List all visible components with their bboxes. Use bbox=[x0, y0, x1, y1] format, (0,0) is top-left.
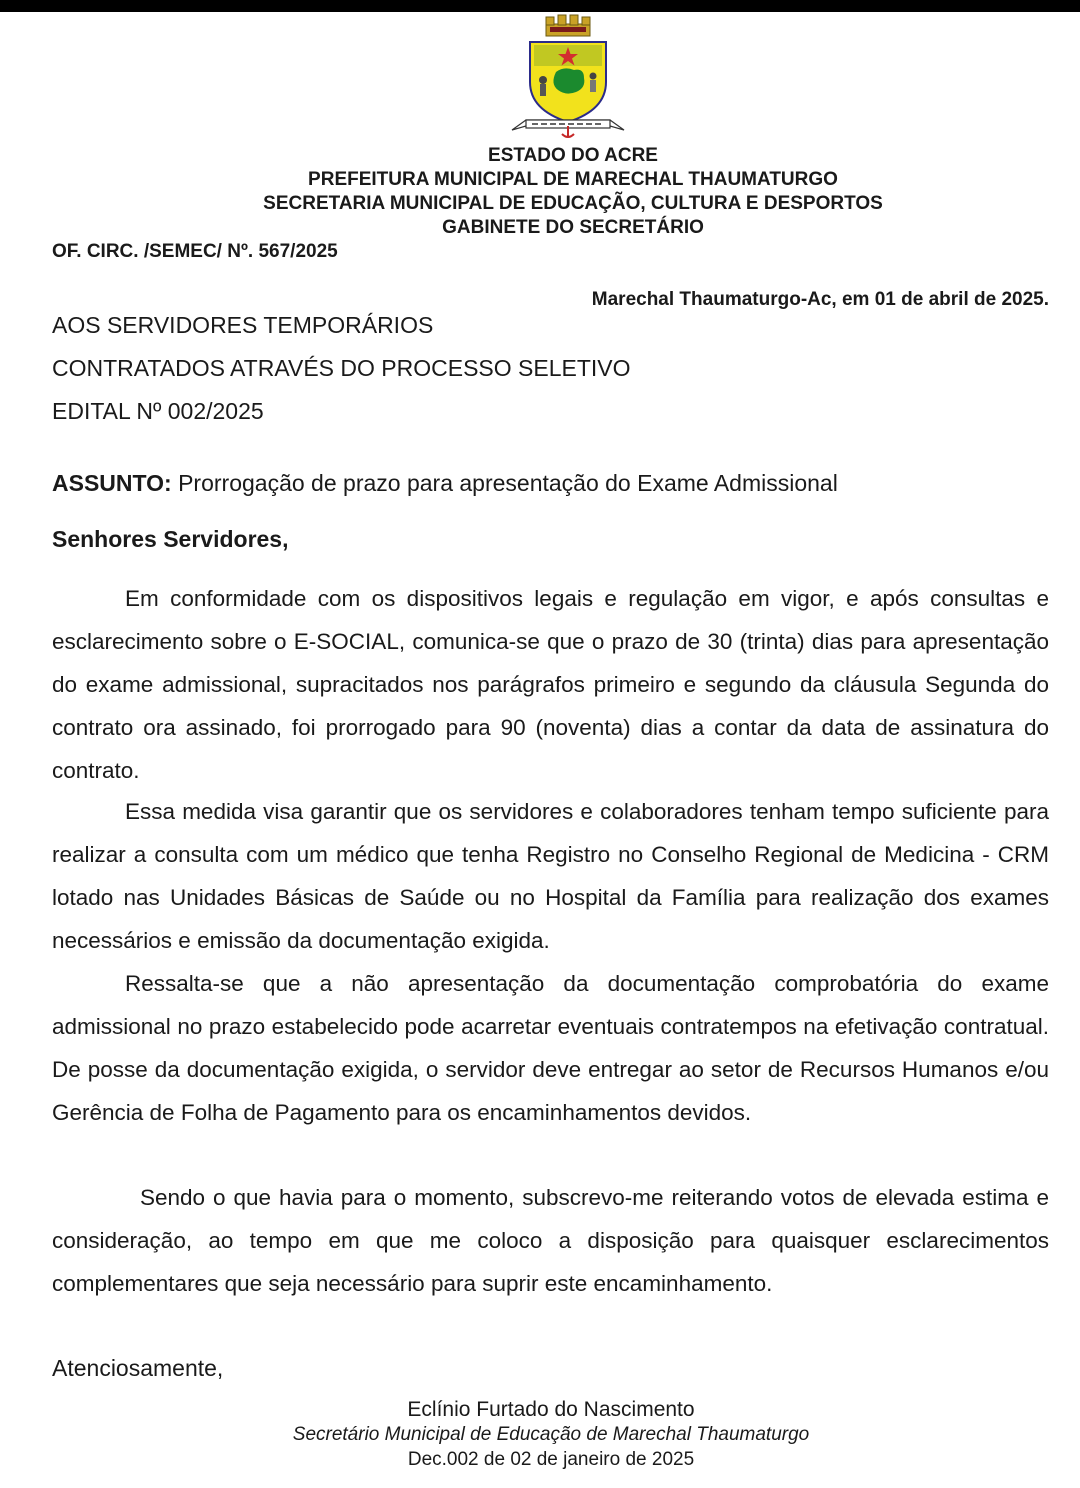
signature-name: Eclínio Furtado do Nascimento bbox=[407, 1398, 695, 1421]
body-paragraph-3: Ressalta-se que a não apresentação da documentação comprobatória do exame admissional no prazo estabelecido pode acarretar eventuais contratempos na efetivação contratual. De posse da documentação exigida, o servidor deve entregar ao setor de Recursos Humanos e/ou Gerência de Folha de Pagamento para os encaminhamentos devidos. bbox=[52, 971, 1049, 1125]
closing: Atenciosamente, bbox=[52, 1355, 224, 1381]
subject-label: ASSUNTO: bbox=[52, 470, 172, 496]
recipient-line-2: CONTRATADOS ATRAVÉS DO PROCESSO SELETIVO bbox=[52, 355, 631, 381]
document-reference: OF. CIRC. /SEMEC/ Nº. 567/2025 bbox=[52, 241, 338, 262]
signature-decree: Dec.002 de 02 de janeiro de 2025 bbox=[407, 1449, 695, 1470]
body-paragraph-2: Essa medida visa garantir que os servidores e colaboradores tenham tempo suficiente para realizar a consulta com um médico que tenha Registro no Conselho Regional de Medicina - CRM lotado nas Unidades Básicas de Saúde ou no Hospital da Família para realização dos exames necessários e emissão da documentação exigida. bbox=[52, 799, 1049, 953]
body-paragraph-4: Sendo o que havia para o momento, subscrevo-me reiterando votos de elevada estima e consideração, ao tempo em que me coloco a disposição para quaisquer esclarecimentos complementares que seja necessário para suprir este encaminhamento. bbox=[52, 1185, 1049, 1296]
subject-line bbox=[52, 462, 838, 505]
header-office: GABINETE DO SECRETÁRIO bbox=[442, 217, 704, 238]
recipient-line-1: AOS SERVIDORES TEMPORÁRIOS bbox=[52, 312, 434, 338]
salutation: Senhores Servidores, bbox=[52, 526, 289, 552]
header-secretariat: SECRETARIA MUNICIPAL DE EDUCAÇÃO, CULTURA E DESPORTOS bbox=[263, 193, 883, 214]
recipient-line-3: EDITAL Nº 002/2025 bbox=[52, 398, 264, 424]
header-state: ESTADO DO ACRE bbox=[488, 145, 658, 166]
body-paragraph-1: Em conformidade com os dispositivos legais e regulação em vigor, e após consultas e esclarecimento sobre o E-SOCIAL, comunica-se que o prazo de 30 (trinta) dias para apresentação do exame admissional, supracitados nos parágrafos primeiro e segundo da cláusula Segunda do contrato ora assinado, foi prorrogado para 90 (noventa) dias a contar da data de assinatura do contrato. bbox=[52, 586, 1049, 783]
place-date: Marechal Thaumaturgo-Ac, em 01 de abril de 2025. bbox=[591, 289, 1049, 310]
subject-text: Prorrogação de prazo para apresentação do Exame Admissional bbox=[171, 470, 838, 496]
signature-title: Secretário Municipal de Educação de Marechal Thaumaturgo bbox=[292, 1424, 810, 1445]
municipal-crest-icon bbox=[508, 14, 628, 140]
header-prefecture: PREFEITURA MUNICIPAL DE MARECHAL THAUMATURGO bbox=[308, 169, 838, 190]
top-black-bar bbox=[0, 0, 1080, 12]
